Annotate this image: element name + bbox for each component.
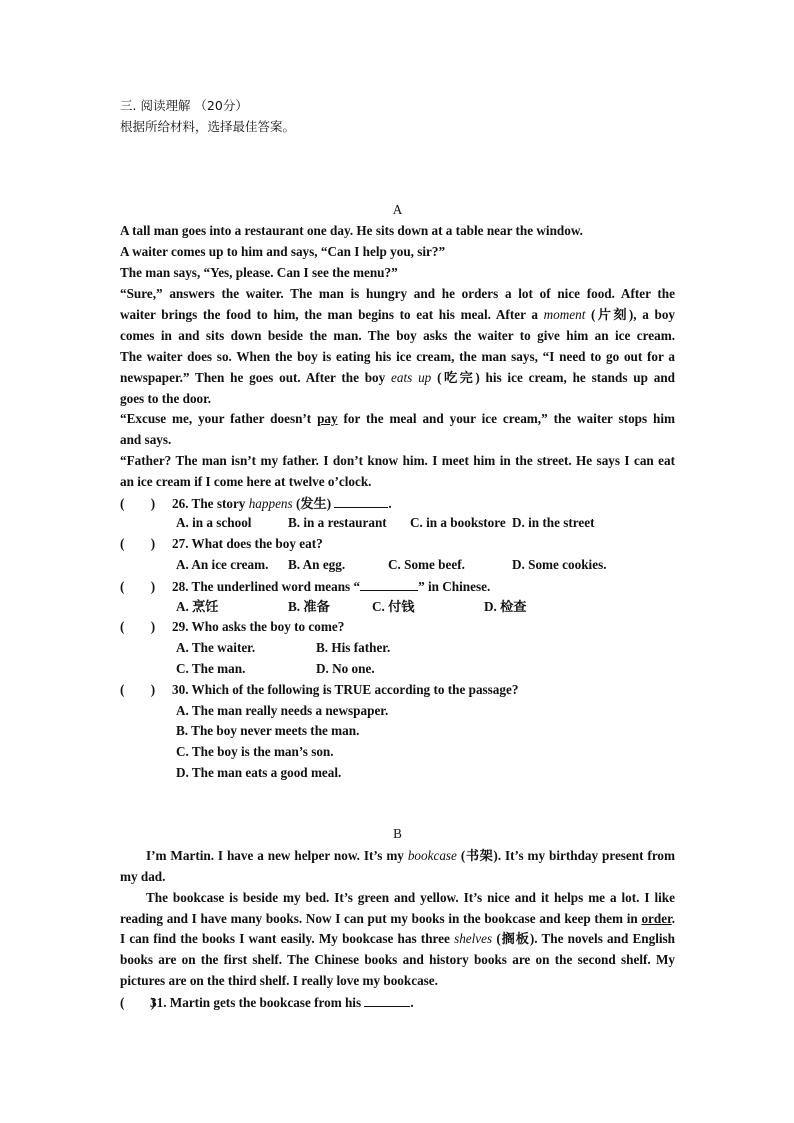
eats-up-gloss: (吃完) his ice cream, he stands up and	[437, 370, 676, 385]
question-30	[120, 680, 675, 700]
passage-b-line-5	[120, 929, 675, 949]
passage-a-line-2: A waiter comes up to him and says, “Can I help you, sir?”	[120, 244, 446, 259]
passage-a-line-8-text: newspaper.” Then he goes out. After the boy	[120, 370, 386, 385]
question-31-stem: 31. Martin gets the bookcase from his	[150, 995, 362, 1010]
passage-a-line-1: A tall man goes into a restaurant one day. He sits down at a table near the window.	[120, 223, 583, 238]
question-27-stem: 27. What does the boy eat?	[172, 536, 323, 551]
answer-bracket[interactable]: ( )	[120, 496, 156, 511]
question-26-end: .	[388, 496, 392, 511]
passage-b-line-4-end: .	[671, 911, 676, 926]
option-27-d[interactable]: D. Some cookies.	[512, 557, 607, 572]
question-29	[120, 617, 675, 637]
question-29-stem: 29. Who asks the boy to come?	[172, 619, 345, 634]
option-27-a[interactable]: A. An ice cream.	[176, 557, 269, 572]
option-28-b[interactable]: B. 准备	[288, 599, 330, 614]
option-27-b[interactable]: B. An egg.	[288, 557, 346, 572]
option-27-c[interactable]: C. Some beef.	[388, 557, 465, 572]
word-eats-up: eats up	[391, 370, 432, 385]
passage-b-line-4	[120, 909, 675, 929]
question-28-stem-end: ” in Chinese.	[418, 579, 491, 594]
word-bookcase: bookcase	[407, 848, 457, 863]
option-28-d[interactable]: D. 检查	[484, 599, 527, 614]
question-30-stem: 30. Which of the following is TRUE according to the passage?	[172, 682, 519, 697]
option-29-a[interactable]: A. The waiter.	[176, 640, 256, 655]
option-26-a[interactable]: A. in a school	[176, 515, 252, 530]
passage-b-line-1-text: I’m Martin. I have a new helper now. It’s my	[146, 848, 404, 863]
question-28	[120, 576, 675, 597]
option-29-b[interactable]: B. His father.	[316, 640, 391, 655]
answer-blank[interactable]	[334, 493, 388, 508]
passage-b-line-4-text: reading and I have many books. Now I can put my books in the bookcase and keep them in	[120, 911, 638, 926]
passage-a-line-10-text: “Excuse me, your father doesn’t	[120, 411, 312, 426]
passage-a-line-10	[120, 409, 675, 429]
option-26-b[interactable]: B. in a restaurant	[288, 515, 387, 530]
passage-b-line-5-text: I can find the books I want easily. My bookcase has three	[120, 931, 450, 946]
option-30-a[interactable]: A. The man really needs a newspaper.	[176, 703, 389, 718]
passage-a-line-13: an ice cream if I come here at twelve o’clock.	[120, 474, 372, 489]
passage-a-line-5	[120, 305, 675, 325]
question-31	[120, 992, 675, 1013]
passage-b-line-6: books are on the first shelf. The Chinese books and history books are on the second shelf. My	[120, 952, 675, 967]
question-31-end: .	[410, 995, 414, 1010]
shelves-gloss: (搁板). The novels and English	[496, 931, 676, 946]
moment-gloss: (片刻), a boy	[591, 307, 676, 322]
passage-b-label: B	[393, 826, 402, 841]
passage-a-label: A	[392, 202, 403, 217]
answer-bracket[interactable]: ( )	[120, 536, 156, 551]
question-26	[120, 493, 675, 514]
option-26-c[interactable]: C. in a bookstore	[410, 515, 506, 530]
passage-a-line-8	[120, 368, 675, 388]
happens-gloss: (发生)	[295, 496, 332, 511]
section-instruction: 根据所给材料，选择最佳答案。	[120, 119, 296, 134]
passage-a-line-12: “Father? The man isn’t my father. I don’t know him. I meet him in the street. He says I can eat	[120, 453, 675, 468]
passage-b-line-1	[146, 846, 675, 866]
question-26-stem: 26. The story	[172, 496, 246, 511]
passage-a-line-6: comes in and sits down beside the man. The boy asks the waiter to give him an ice cream.	[120, 328, 675, 343]
word-shelves: shelves	[454, 931, 493, 946]
passage-a-line-11: and says.	[120, 432, 172, 447]
question-28-stem: 28. The underlined word means “	[172, 579, 361, 594]
underlined-word-pay: pay	[317, 411, 338, 426]
option-30-d[interactable]: D. The man eats a good meal.	[176, 765, 342, 780]
word-moment: moment	[543, 307, 586, 322]
passage-a-line-3: The man says, “Yes, please. Can I see the menu?”	[120, 265, 398, 280]
answer-bracket[interactable]: ( )	[120, 682, 156, 697]
answer-blank[interactable]	[364, 992, 410, 1007]
section-title: 三. 阅读理解 （20分）	[120, 98, 248, 113]
answer-bracket[interactable]: ( )	[120, 579, 156, 594]
option-29-d[interactable]: D. No one.	[316, 661, 375, 676]
answer-bracket[interactable]: ( )	[120, 619, 156, 634]
word-happens: happens	[248, 496, 293, 511]
passage-a-line-5-text: waiter brings the food to him, the man begins to eat his meal. After a	[120, 307, 538, 322]
option-30-b[interactable]: B. The boy never meets the man.	[176, 723, 360, 738]
passage-b-line-3: The bookcase is beside my bed. It’s green and yellow. It’s nice and it helps me a lot. I like	[146, 890, 675, 905]
passage-a-line-7: The waiter does so. When the boy is eating his ice cream, the man says, “I need to go out for a	[120, 349, 675, 364]
option-26-d[interactable]: D. in the street	[512, 515, 595, 530]
passage-a-line-9: goes to the door.	[120, 391, 212, 406]
option-28-c[interactable]: C. 付钱	[372, 599, 415, 614]
option-30-c[interactable]: C. The boy is the man’s son.	[176, 744, 334, 759]
passage-a-line-10-tail: for the meal and your ice cream,” the waiter stops him	[343, 411, 676, 426]
option-28-a[interactable]: A. 烹饪	[176, 599, 219, 614]
passage-b-line-2: my dad.	[120, 869, 166, 884]
answer-bracket[interactable]: ( )	[120, 995, 156, 1010]
option-29-c[interactable]: C. The man.	[176, 661, 246, 676]
passage-b-line-7: pictures are on the third shelf. I really love my bookcase.	[120, 973, 438, 988]
question-27	[120, 534, 675, 554]
passage-a-line-4: “Sure,” answers the waiter. The man is hungry and he orders a lot of nice food. After the	[120, 286, 675, 301]
underlined-word-order: order	[641, 911, 672, 926]
bookcase-gloss: (书架). It’s my birthday present from	[460, 848, 676, 863]
answer-blank[interactable]	[360, 576, 418, 591]
